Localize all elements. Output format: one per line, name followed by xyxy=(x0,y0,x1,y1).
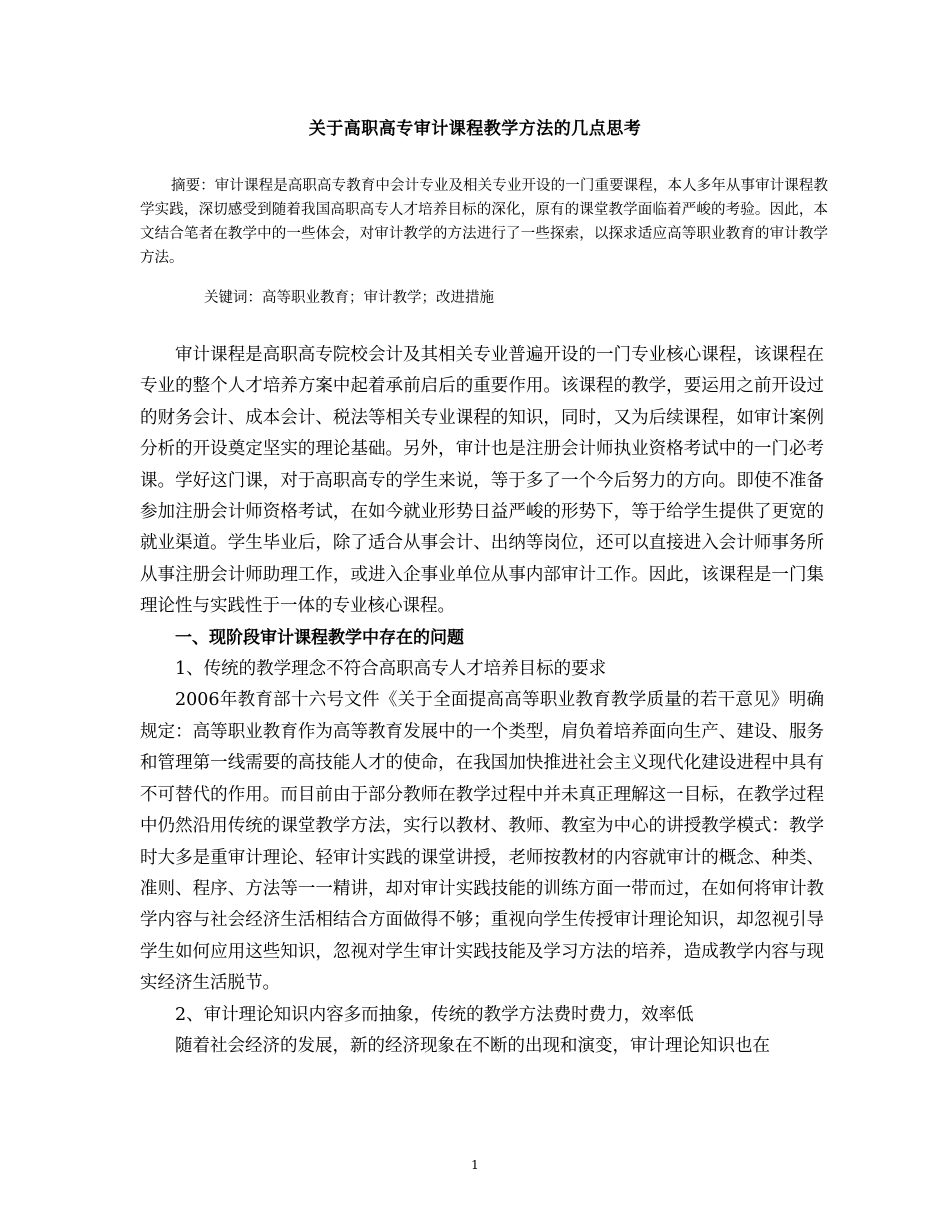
page-number: 1 xyxy=(471,1158,479,1172)
body-paragraph: 随着社会经济的发展，新的经济现象在不断的出现和演变，审计理论知识也在 xyxy=(175,1035,770,1056)
body-paragraph: 2006年教育部十六号文件《关于全面提高高等职业教育教学质量的若干意见》明确规定：高等职业教育作为高等教育发展中的一个类型，肩负着培养面向生产、建设、服务和管理第一线需要的高技能人才的使命，在我国加快推进社会主义现代化建设进程中具有不可替代的作用。而目前由于部分教师在教学过程中并未真正理解这一目标，在教学过程中仍然沿用传统的课堂教学方法，实行以教材、教师、教室为中心的讲授教学模式：教学时大多是重审计理论、轻审计实践的课堂讲授，老师按教材的内容就审计的概念、种类、准则、程序、方法等一一精讲，却对审计实践技能的训练方面一带而过，在如何将审计教学内容与社会经济生活相结合方面做得不够；重视向学生传授审计理论知识，却忽视引导学生如何应用这些知识，忽视对学生审计实践技能及学习方法的培养，造成教学内容与现实经济生活脱节。 xyxy=(140,690,824,994)
body-paragraph: 审计课程是高职高专院校会计及其相关专业普遍开设的一门专业核心课程，该课程在专业的整个人才培养方案中起着承前启后的重要作用。该课程的教学，要运用之前开设过的财务会计、成本会计、税法等相关专业课程的知识，同时，又为后续课程，如审计案例分析的开设奠定坚实的理论基础。另外，审计也是注册会计师执业资格考试中的一门必考课。学好这门课，对于高职高专的学生来说，等于多了一个今后努力的方向。即使不准备参加注册会计师资格考试，在如今就业形势日益严峻的形势下，等于给学生提供了更宽的就业渠道。学生毕业后，除了适合从事会计、出纳等岗位，还可以直接进入会计师事务所从事注册会计师助理工作，或进入企事业单位从事内部审计工作。因此，该课程是一门集理论性与实践性于一体的专业核心课程。 xyxy=(140,345,824,617)
subsection-heading: 1、传统的教学理念不符合高职高专人才培养目标的要求 xyxy=(175,659,607,680)
subsection-heading: 2、审计理论知识内容多而抽象，传统的教学方法费时费力，效率低 xyxy=(175,1004,694,1025)
section-heading: 一、现阶段审计课程教学中存在的问题 xyxy=(175,627,464,648)
document-title: 关于高职高专审计课程教学方法的几点思考 xyxy=(308,119,642,139)
document-body xyxy=(140,340,824,1062)
abstract-paragraph: 摘要：审计课程是高职高专教育中会计专业及相关专业开设的一门重要课程，本人多年从事审计课程教学实践，深切感受到随着我国高职高专人才培养目标的深化，原有的课堂教学面临着严峻的考验。因此，本文结合笔者在教学中的一些体会，对审计教学的方法进行了一些探索，以探求适应高等职业教育的审计教学方法。 xyxy=(140,178,828,266)
keywords-line: 关键词：高等职业教育；审计教学；改进措施 xyxy=(204,290,494,306)
